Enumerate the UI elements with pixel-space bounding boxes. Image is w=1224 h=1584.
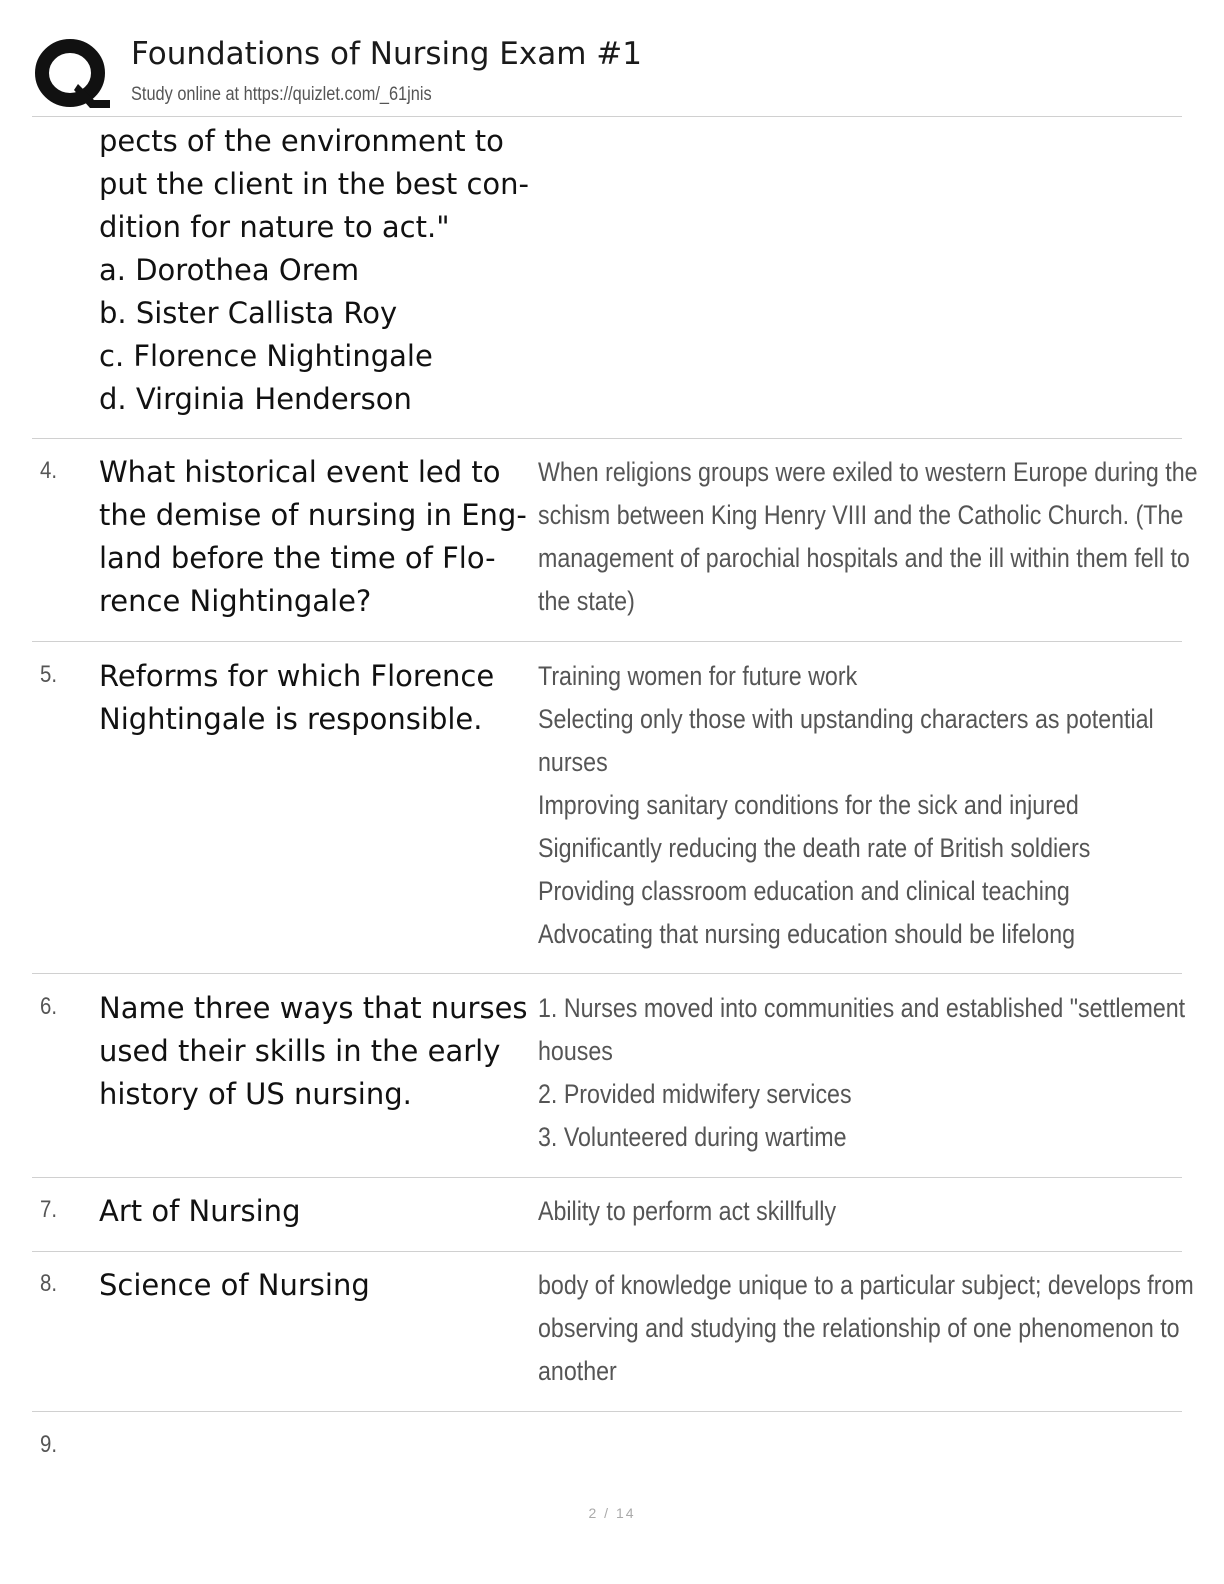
term-line: Nightingale is responsible. [99,702,483,736]
card-divider [32,973,1182,974]
term-line: rence Nightingale? [99,584,372,618]
card-number: 7. [40,1196,58,1223]
card-definition [538,451,1198,623]
definition-line: the state) [538,586,635,616]
definition-line: 1. Nurses moved into communities and established "settlement [538,993,1186,1023]
card-divider [32,1177,1182,1178]
continuation-line: put the client in the best con- [99,167,530,201]
definition-line: 3. Volunteered during wartime [538,1122,847,1152]
card-definition [538,987,1186,1159]
card-definition [538,1264,1194,1393]
definition-line: nurses [538,747,608,777]
card-divider [32,641,1182,642]
card-term [99,987,539,1116]
definition-line: When religions groups were exiled to western Europe during the [538,457,1198,487]
definition-line: houses [538,1036,613,1066]
definition-line: Selecting only those with upstanding characters as potential [538,704,1154,734]
definition-line: 2. Provided midwifery services [538,1079,852,1109]
term-line: What historical event led to [99,455,501,489]
definition-line: schism between King Henry VIII and the Catholic Church. (The [538,500,1184,530]
card-term [99,1190,539,1233]
term-line: Art of Nursing [99,1194,301,1228]
definition-line: Improving sanitary conditions for the sick and injured [538,790,1079,820]
term-line: the demise of nursing in Eng- [99,498,527,532]
question-3-continuation [99,120,539,421]
quizlet-logo [34,38,110,110]
card-definition [538,1190,1178,1233]
option-c: c. Florence Nightingale [99,339,433,373]
card-term [99,451,539,623]
definition-line: another [538,1356,617,1386]
card-term [99,1264,539,1307]
study-online-link[interactable]: Study online at https://quizlet.com/_61jnis [131,84,432,105]
term-line: used their skills in the early [99,1034,501,1068]
option-a: a. Dorothea Orem [99,253,360,287]
card-number: 5. [40,661,58,688]
definition-line: Training women for future work [538,661,858,691]
definition-line: Significantly reducing the death rate of British soldiers [538,833,1091,863]
card-definition [538,655,1178,956]
definition-line: management of parochial hospitals and the ill within them fell to [538,543,1190,573]
definition-line: Ability to perform act skillfully [538,1196,837,1226]
term-line: Reforms for which Florence [99,659,495,693]
card-divider [32,1411,1182,1412]
term-line: history of US nursing. [99,1077,412,1111]
definition-line: body of knowledge unique to a particular subject; develops from [538,1270,1194,1300]
card-divider [32,1251,1182,1252]
term-line: Science of Nursing [99,1268,370,1302]
definition-line: Providing classroom education and clinical teaching [538,876,1070,906]
page-title: Foundations of Nursing Exam #1 [131,36,642,72]
continuation-line: dition for nature to act." [99,210,450,244]
card-divider [32,438,1182,439]
definition-line: observing and studying the relationship of one phenomenon to [538,1313,1180,1343]
card-number: 6. [40,993,58,1020]
card-number: 8. [40,1270,58,1297]
term-line: Name three ways that nurses [99,991,528,1025]
continuation-line: pects of the environment to [99,124,504,158]
term-line: land before the time of Flo- [99,541,496,575]
option-d: d. Virginia Henderson [99,382,412,416]
card-number: 4. [40,457,58,484]
card-term [99,655,539,741]
card-number: 9. [40,1431,58,1458]
option-b: b. Sister Callista Roy [99,296,398,330]
definition-line: Advocating that nursing education should be lifelong [538,919,1076,949]
header-divider [32,116,1182,117]
page-number: 2 / 14 [588,1505,636,1521]
